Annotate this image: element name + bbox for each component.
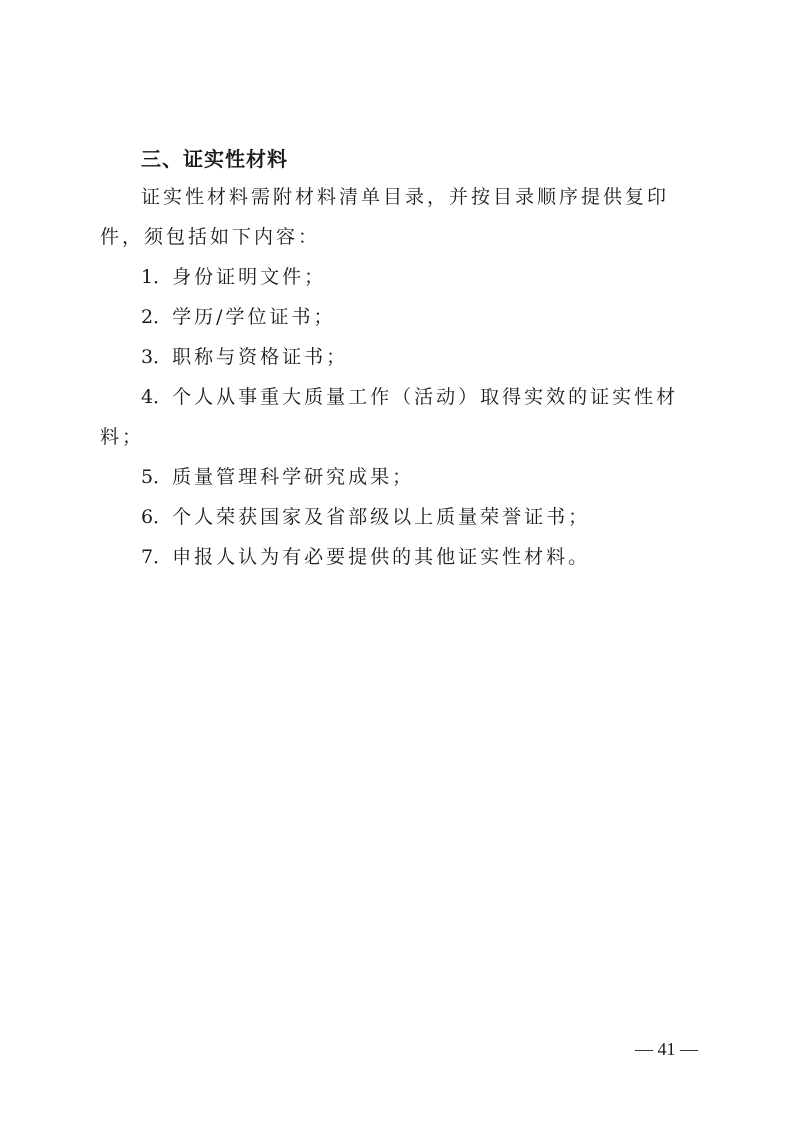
list-item-text: 申报人认为有必要提供的其他证实性材料。	[172, 546, 591, 568]
list-item-number: 6．	[141, 506, 173, 528]
list-item-text: 职称与资格证书；	[172, 346, 349, 368]
page-number: — 41 —	[635, 1039, 698, 1059]
list-item-number: 5．	[141, 466, 173, 488]
list-item-text: 质量管理科学研究成果；	[172, 466, 415, 488]
list-item-number: 3．	[141, 346, 173, 368]
list-item-text: 身份证明文件；	[172, 266, 327, 288]
list-item	[100, 537, 700, 577]
list-item-text: 学历/学位证书；	[172, 306, 336, 328]
list-item-text: 个人从事重大质量工作（活动）取得实效的证实性材料；	[100, 386, 679, 448]
list-item	[100, 297, 700, 337]
list-item-number: 4．	[141, 386, 173, 408]
list-item-text: 个人荣获国家及省部级以上质量荣誉证书；	[172, 506, 591, 528]
section-heading: 三、证实性材料	[141, 147, 288, 171]
list-item	[100, 257, 700, 297]
list-item	[100, 337, 700, 377]
list-item	[100, 377, 700, 457]
intro-paragraph: 证实性材料需附材料清单目录，并按目录顺序提供复印件，须包括如下内容：	[100, 186, 670, 248]
list-item	[100, 497, 700, 537]
list-item-number: 1．	[141, 266, 173, 288]
list-item-number: 2．	[141, 306, 173, 328]
list-item	[100, 457, 700, 497]
list-item-number: 7．	[141, 546, 173, 568]
